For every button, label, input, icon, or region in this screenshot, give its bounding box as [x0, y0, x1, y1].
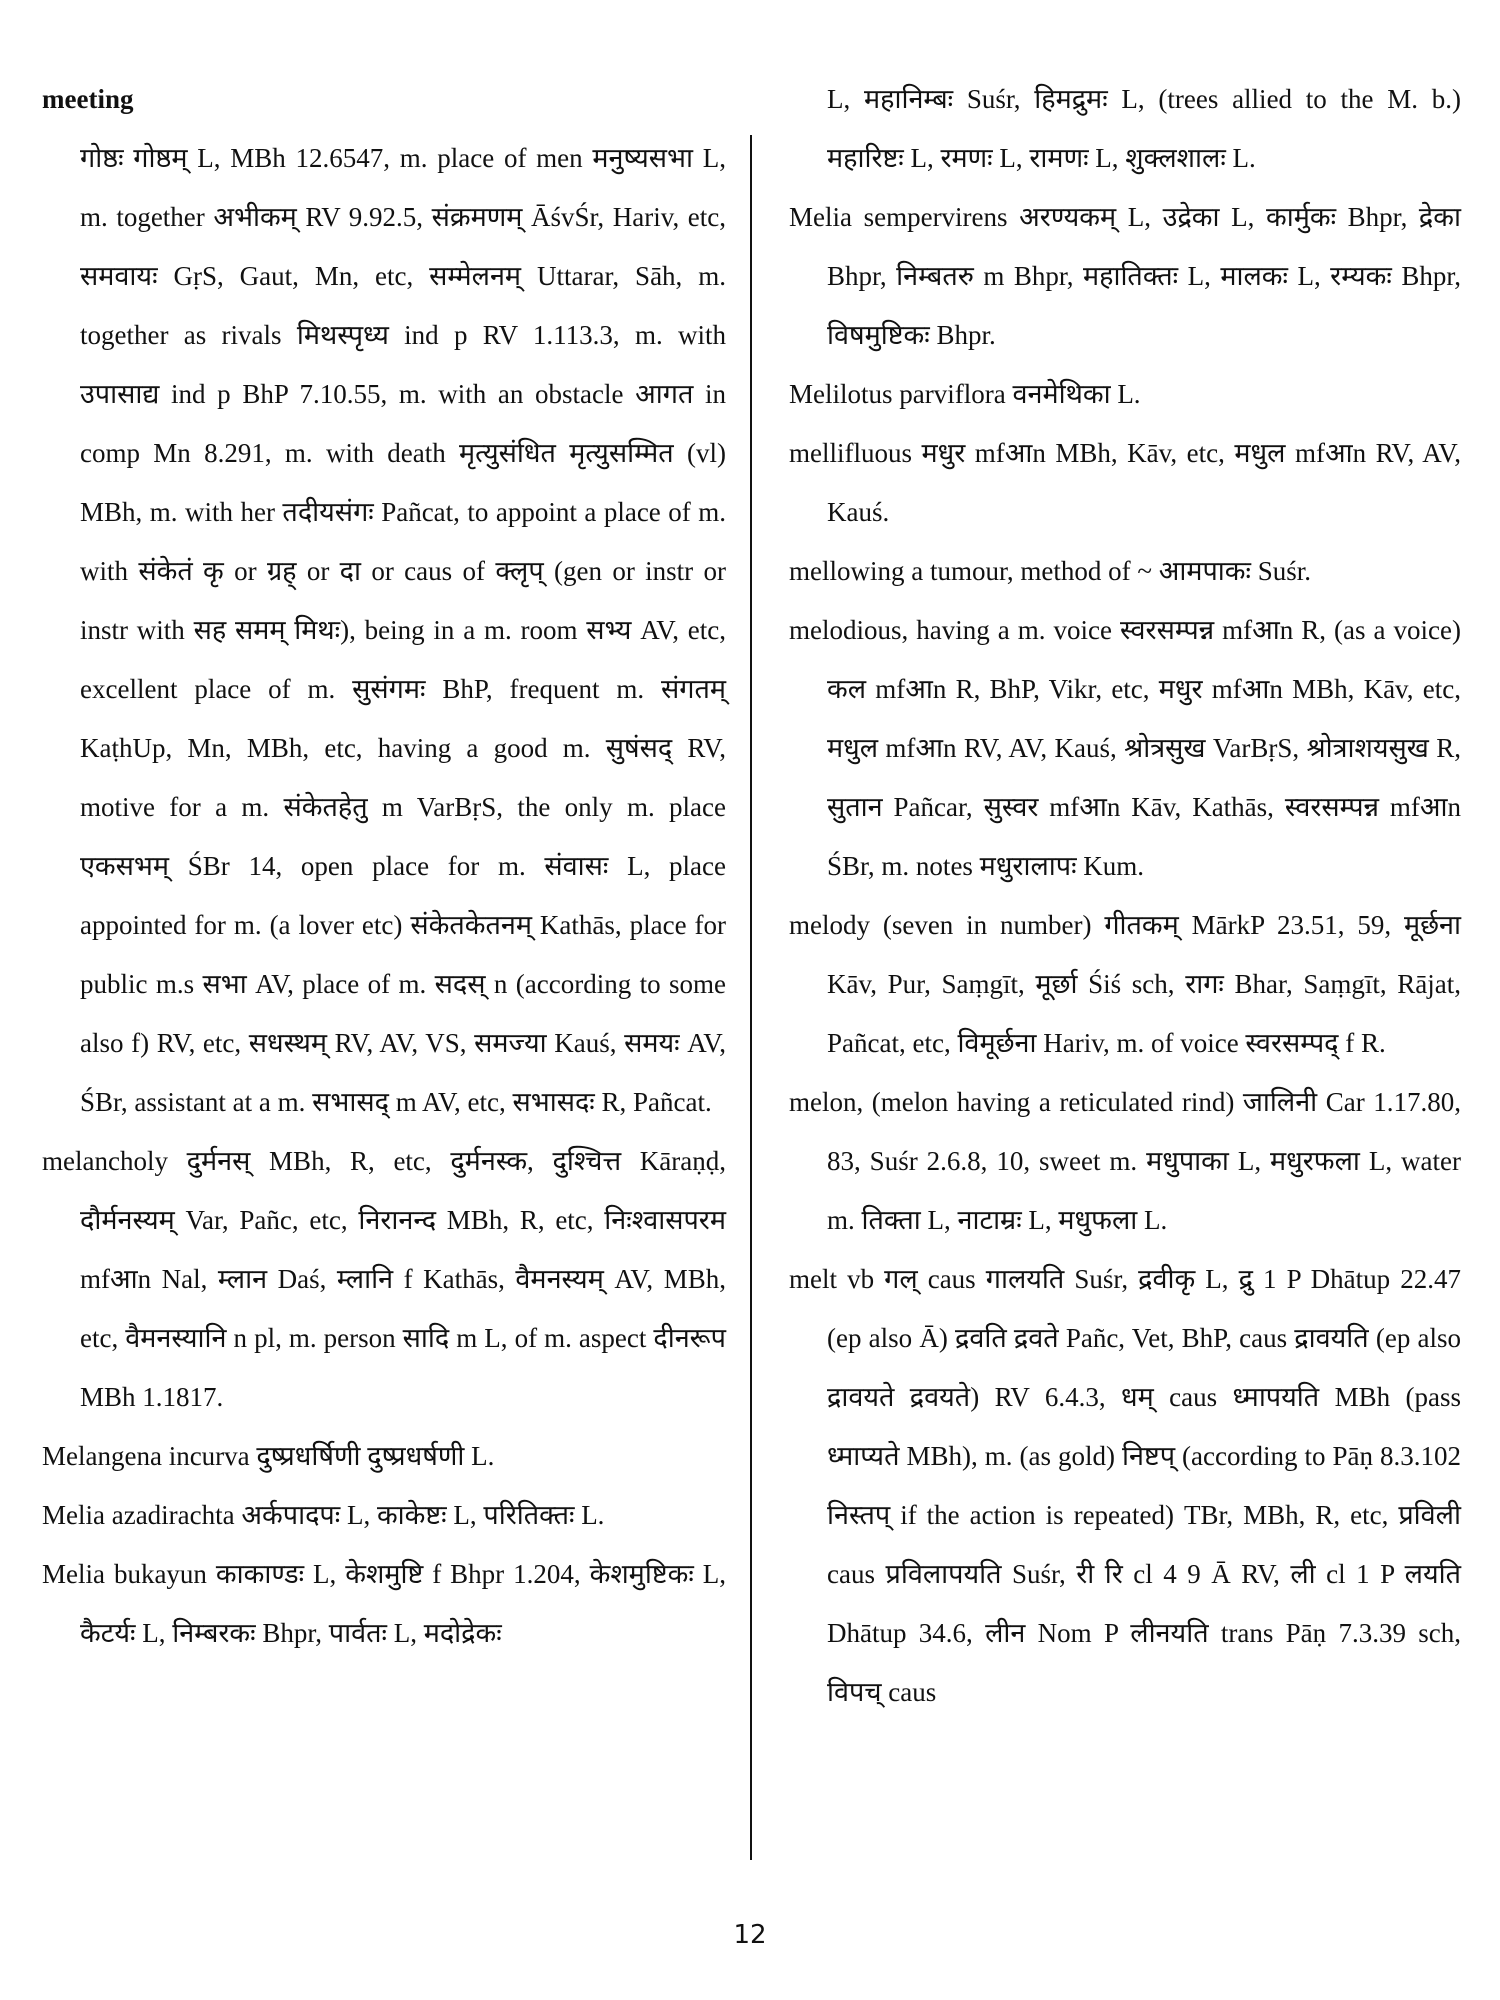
entry-melangena-incurva: Melangena incurva दुष्प्रधर्षिणी दुष्प्रधर्षणी L. [42, 1441, 495, 1471]
entry-melia-bukayun: Melia bukayun काकाण्डः L, केशमुष्टि f Bhpr 1.204, केशमुष्टिकः L, कैटर्यः L, निम्बरकः Bhpr, पार्वतः L, मदोद्रेकः [42, 1559, 726, 1648]
entry-melodious: melodious, having a m. voice स्वरसम्पन्न mfआn R, (as a voice) कल mfआn R, BhP, Vikr, etc, मधुर mfआn MBh, Kāv, etc, मधुल mfआn RV, AV, Kauś, श्रोत्रसुख VarBṛS, श्रोत्राशयसुख R, सुतान Pañcar, सुस्वर mfआn Kāv, Kathās, स्वरसम्पन्न mfआn ŚBr, m. notes मधुरालापः Kum. [789, 615, 1461, 881]
entry-melia-azadirachta: Melia azadirachta अर्कपादपः L, काकेष्टः L, परितिक्तः L. [42, 1500, 605, 1530]
left-column [42, 70, 726, 1663]
entry-mellowing-a-tumour: mellowing a tumour, method of ~ आमपाकः Suśr. [789, 556, 1312, 586]
entry-melt: melt vb गल् caus गालयति Suśr, द्रवीकृ L, द्रु 1 P Dhātup 22.47 (ep also Ā) द्रवति द्रवते Pañc, Vet, BhP, caus द्रावयति (ep also द्रावयते द्रवयते) RV 6.4.3, धम् caus ध्मापयति MBh (pass ध्माप्यते MBh), m. (as gold) निष्टप् (according to Pāṇ 8.3.102 निस्तप् if the action is repeated) TBr, MBh, R, etc, प्रविली caus प्रविलापयति Suśr, री रि cl 4 9 Ā RV, ली cl 1 P लयति Dhātup 34.6, लीन Nom P लीनयति trans Pāṇ 7.3.39 sch, विपच् caus [789, 1264, 1461, 1707]
entry-melon: melon, (melon having a reticulated rind) जालिनी Car 1.17.80, 83, Suśr 2.6.8, 10, sweet m. मधुपाका L, मधुरफला L, water m. तिक्ता L, नाटाम्रः L, मधुफला L. [789, 1087, 1461, 1235]
column-divider [750, 135, 752, 1860]
entry-melia-sempervirens: Melia sempervirens अरण्यकम् L, उद्रेका L, कार्मुकः Bhpr, द्रेका Bhpr, निम्बतरु m Bhpr, महातिक्तः L, मालकः L, रम्यकः Bhpr, विषमुष्टिकः Bhpr. [789, 202, 1461, 350]
entry-melilotus-parviflora: Melilotus parviflora वनमेथिका L. [789, 379, 1141, 409]
entry-meeting-body: गोष्ठः गोष्ठम् L, MBh 12.6547, m. place of men मनुष्यसभा L, m. together अभीकम् RV 9.92.5, संक्रमणम् ĀśvŚr, Hariv, etc, समवायः GṛS, Gaut, Mn, etc, सम्मेलनम् Uttarar, Sāh, m. together as rivals मिथस्पृध्य ind p RV 1.113.3, m. with उपासाद्य ind p BhP 7.10.55, m. with an obstacle आगत in comp Mn 8.291, m. with death मृत्युसंधित मृत्युसम्मित (vl) MBh, m. with her तदीयसंगः Pañcat, to appoint a place of m. with संकेतं कृ or ग्रह् or दा or caus of क्लृप् (gen or instr or instr with सह समम् मिथः), being in a m. room सभ्य AV, etc, excellent place of m. सुसंगमः BhP, frequent m. संगतम् KaṭhUp, Mn, MBh, etc, having a good m. सुषंसद् RV, motive for a m. संकेतहेतु m VarBṛS, the only m. place एकसभम् ŚBr 14, open place for m. संवासः L, place appointed for m. (a lover etc) संकेतकेतनम् Kathās, place for public m.s सभा AV, place of m. सदस् n (according to some also f) RV, etc, सधस्थम् RV, AV, VS, समज्या Kauś, समयः AV, ŚBr, assistant at a m. सभासद् m AV, etc, सभासदः R, Pañcat. [80, 143, 726, 1117]
entry-melancholy: melancholy दुर्मनस् MBh, R, etc, दुर्मनस्क, दुश्चित्त Kāraṇḍ, दौर्मनस्यम् Var, Pañc, etc, निरानन्द MBh, R, etc, निःश्वासपरम mfआn Nal, म्लान Daś, म्लानि f Kathās, वैमनस्यम् AV, MBh, etc, वैमनस्यानि n pl, m. person सादि m L, of m. aspect दीनरूप MBh 1.1817. [42, 1146, 726, 1412]
entry-melia-bukayun-continued: L, महानिम्बः Suśr, हिमद्रुमः L, (trees allied to the M. b.) महारिष्टः L, रमणः L, रामणः L, शुक्लशालः L. [827, 84, 1461, 173]
entry-mellifluous: mellifluous मधुर mfआn MBh, Kāv, etc, मधुल mfआn RV, AV, Kauś. [789, 438, 1461, 527]
headword-meeting: meeting [42, 84, 134, 114]
page-number: 12 [733, 1920, 767, 1950]
right-column [789, 70, 1461, 1722]
entry-melody: melody (seven in number) गीतकम् MārkP 23.51, 59, मूर्छना Kāv, Pur, Saṃgīt, मूर्छा Śiś sch, रागः Bhar, Saṃgīt, Rājat, Pañcat, etc, विमूर्छना Hariv, m. of voice स्वरसम्पद् f R. [789, 910, 1461, 1058]
